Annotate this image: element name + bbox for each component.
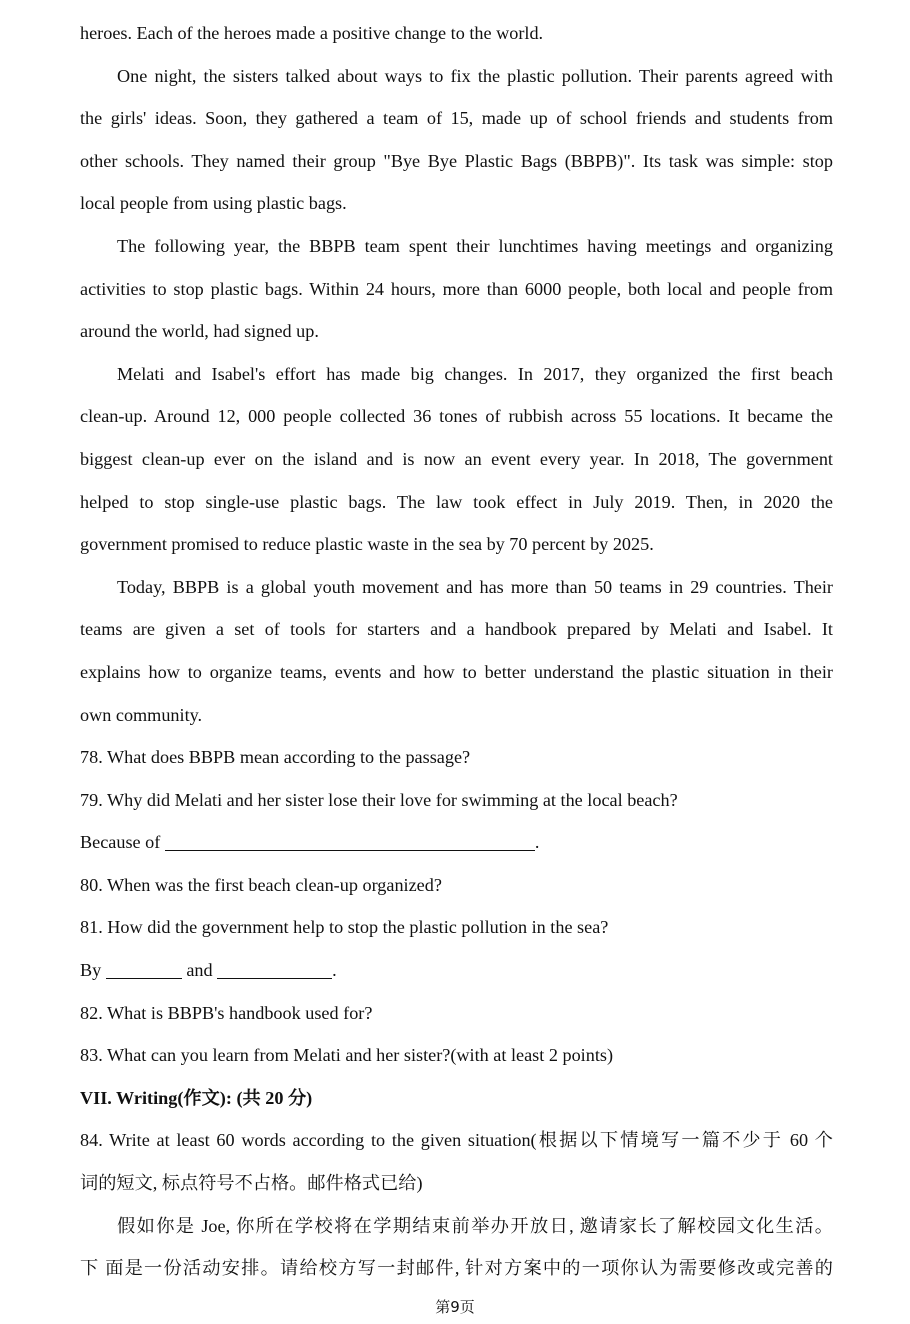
section-heading: VII. Writing(作文): (共 20 分) — [80, 1087, 313, 1108]
passage-line: heroes. Each of the heroes made a positive change to the world. — [80, 23, 544, 43]
page-number: 第9页 — [435, 1298, 475, 1316]
paragraph-2 — [80, 225, 833, 353]
answer-by: By — [80, 960, 102, 981]
question-84-cont: 词的短文, 标点符号不占格。邮件格式已给) — [80, 1173, 423, 1194]
passage-line: local people from using plastic bags. — [80, 193, 347, 214]
question-83: 83. What can you learn from Melati and her sister?(with at least 2 points) — [80, 1045, 614, 1066]
passage-line: clean-up. Around 12, 000 people collected 36 tones of rubbish across 55 locations. It became the — [80, 406, 833, 427]
passage-line: helped to stop single-use plastic bags. The law took effect in July 2019. Then, in 2020 the — [80, 491, 833, 512]
answer-blank[interactable] — [165, 832, 535, 851]
answer-81 — [80, 949, 833, 992]
answer-79 — [80, 821, 833, 864]
question-84: 84. Write at least 60 words according to the given situation(根据以下情境写一篇不少于 60 个 — [80, 1130, 833, 1151]
answer-end: . — [534, 832, 540, 853]
passage-line: other schools. They named their group "Bye Bye Plastic Bags (BBPB)". Its task was simple: stop — [80, 150, 833, 171]
paragraph-4 — [80, 566, 833, 736]
passage-line: the girls' ideas. Soon, they gathered a team of 15, made up of school friends and students from — [80, 108, 833, 129]
document-page — [80, 12, 833, 1290]
answer-prefix: Because of — [80, 832, 161, 853]
passage-line: activities to stop plastic bags. Within 24 hours, more than 6000 people, both local and people from — [80, 278, 833, 299]
question-80: 80. When was the first beach clean-up organized? — [80, 874, 442, 895]
question-81: 81. How did the government help to stop the plastic pollution in the sea? — [80, 917, 609, 938]
answer-blank[interactable] — [106, 960, 182, 979]
writing-prompt: 下 面是一份活动安排。请给校方写一封邮件, 针对方案中的一项你认为需要修改或完善的 — [80, 1258, 833, 1279]
answer-and: and — [186, 960, 213, 981]
paragraph-1 — [80, 55, 833, 225]
passage-line: teams are given a set of tools for starters and a handbook prepared by Melati and Isabel. It — [80, 619, 833, 640]
passage-line: Today, BBPB is a global youth movement and has more than 50 teams in 29 countries. Their — [117, 576, 833, 597]
passage-line: Melati and Isabel's effort has made big changes. In 2017, they organized the first beach — [117, 363, 833, 384]
question-78: 78. What does BBPB mean according to the passage? — [80, 747, 471, 768]
passage-line: biggest clean-up ever on the island and is now an event every year. In 2018, The government — [80, 448, 833, 469]
writing-prompt: 假如你是 Joe, 你所在学校将在学期结束前举办开放日, 邀请家长了解校园文化生活。 — [117, 1215, 833, 1236]
passage-line: The following year, the BBPB team spent their lunchtimes having meetings and organizing — [117, 235, 833, 256]
passage-line: One night, the sisters talked about ways to fix the plastic pollution. Their parents agreed with — [117, 65, 833, 86]
question-79: 79. Why did Melati and her sister lose their love for swimming at the local beach? — [80, 789, 678, 810]
passage-line: own community. — [80, 704, 203, 725]
passage-line: explains how to organize teams, events and how to better understand the plastic situation in their — [80, 661, 833, 682]
passage-line: around the world, had signed up. — [80, 321, 319, 342]
answer-blank[interactable] — [217, 960, 332, 979]
passage-line: government promised to reduce plastic waste in the sea by 70 percent by 2025. — [80, 534, 654, 555]
question-82: 82. What is BBPB's handbook used for? — [80, 1002, 373, 1023]
answer-end: . — [332, 960, 337, 981]
paragraph-3 — [80, 353, 833, 566]
